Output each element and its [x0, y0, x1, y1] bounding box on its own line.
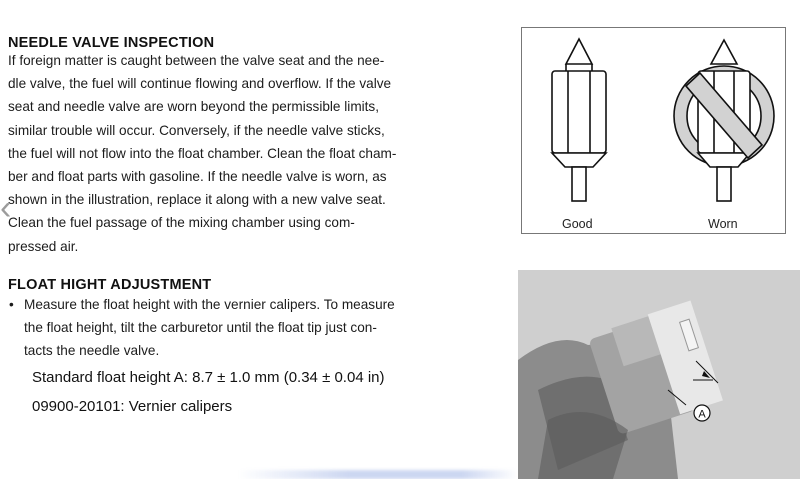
paragraph-line: dle valve, the fuel will continue flowing and overflow. If the valve [8, 76, 392, 92]
special-tool: 09900-20101: Vernier calipers [32, 398, 233, 415]
paragraph-line: pressed air. [8, 238, 79, 254]
carburetor-photo-drawing [518, 270, 800, 479]
paragraph-line: Measure the float height with the vernier calipers. To measure [24, 297, 395, 312]
carburetor-photo [518, 270, 800, 479]
blurred-text-artifact [238, 470, 518, 479]
paragraph-line: seat and needle valve are worn beyond the permissible limits, [8, 99, 380, 115]
paragraph-line: Clean the fuel passage of the mixing chamber using com- [8, 215, 355, 231]
worn-caption: Worn [708, 217, 738, 231]
section-title-needle-valve: NEEDLE VALVE INSPECTION [8, 35, 215, 51]
float-height-paragraph [24, 293, 395, 363]
needle-valve-figure [521, 27, 786, 234]
needle-valve-illustration [522, 28, 785, 233]
section-title-float-height: FLOAT HIGHT ADJUSTMENT [8, 277, 212, 293]
paragraph-line: ber and float parts with gasoline. If the needle valve is worn, as [8, 169, 387, 185]
chevron-left-icon[interactable]: ‹ [0, 189, 12, 227]
needle-valve-paragraph [8, 49, 396, 258]
good-needle-drawing [552, 39, 606, 201]
paragraph-line: the float height, tilt the carburetor until the float tip just con- [24, 320, 377, 336]
standard-float-height: Standard float height A: 8.7 ± 1.0 mm (0.34 ± 0.04 in) [32, 369, 385, 386]
bullet-icon: • [9, 297, 14, 312]
good-caption: Good [562, 217, 593, 231]
worn-needle-drawing [674, 40, 774, 201]
paragraph-line: similar trouble will occur. Conversely, if the needle valve sticks, [8, 122, 385, 138]
dimension-marker-label: A [698, 408, 706, 421]
paragraph-line: the fuel will not flow into the float chamber. Clean the float cham- [8, 145, 397, 161]
paragraph-line: shown in the illustration, replace it along with a new valve seat. [8, 192, 386, 208]
paragraph-line: If foreign matter is caught between the valve seat and the nee- [8, 53, 385, 68]
paragraph-line: tacts the needle valve. [24, 343, 160, 359]
